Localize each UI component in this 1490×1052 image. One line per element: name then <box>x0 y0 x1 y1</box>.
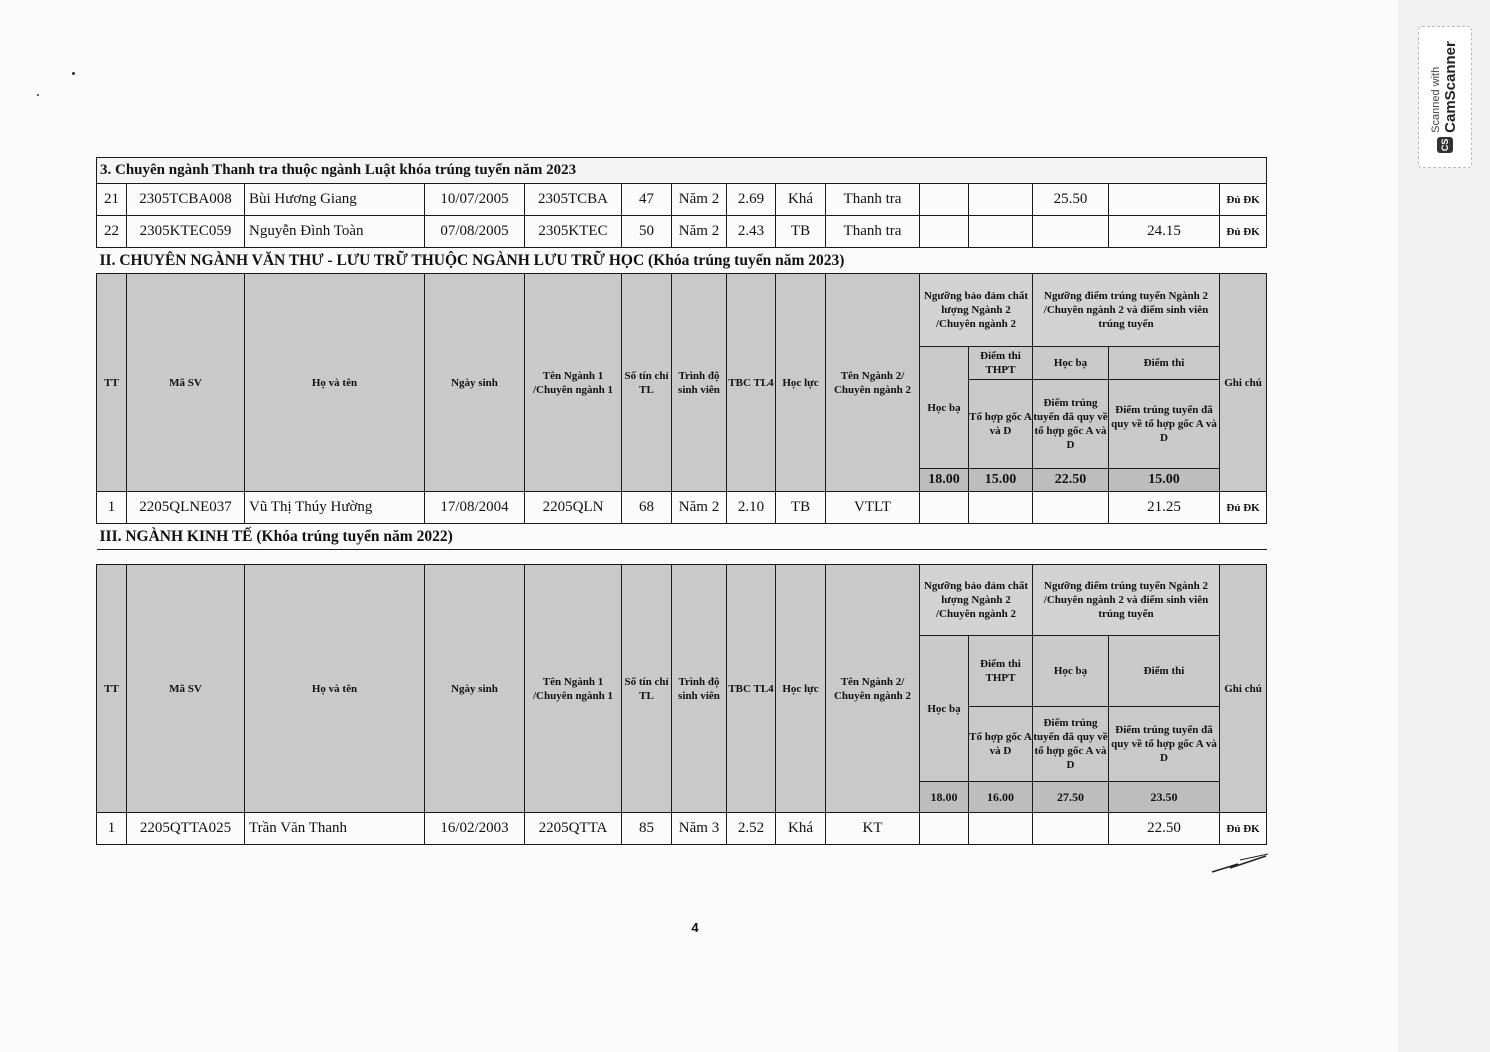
cell-nganh1: 2205QTTA <box>525 813 622 845</box>
spacer-row <box>97 550 1267 565</box>
header-tt: TT <box>97 565 127 813</box>
cell-diem-hoc-ba <box>1033 216 1109 248</box>
cell-diem-hoc-ba: 25.50 <box>1033 184 1109 216</box>
cell-ma-sv: 2205QLNE037 <box>127 492 245 524</box>
scanner-caption: Scanned with <box>1430 66 1443 133</box>
threshold-thpt: 16.00 <box>969 782 1033 813</box>
header-diem-trung-tuyen-hb: Điểm trúng tuyển đã quy về tổ hợp gốc A và D <box>1033 380 1109 469</box>
cell-ma-sv: 2205QTTA025 <box>127 813 245 845</box>
header-ho-ten: Họ và tên <box>245 565 425 813</box>
header-ngay-sinh: Ngày sinh <box>425 565 525 813</box>
cell-tbc: 2.10 <box>727 492 776 524</box>
cell-nganh1: 2305KTEC <box>525 216 622 248</box>
cell-diem-hoc-ba <box>1033 492 1109 524</box>
page-number: 4 <box>691 920 699 935</box>
camscanner-badge <box>1418 26 1472 168</box>
cell-nganh2: Thanh tra <box>826 216 920 248</box>
threshold-hoc-ba: 18.00 <box>920 782 969 813</box>
admission-table-sheet <box>96 157 1266 845</box>
camscanner-logo-icon: CS <box>1437 137 1453 153</box>
admission-table <box>96 157 1267 845</box>
cell-ho-ten: Bùi Hương Giang <box>245 184 425 216</box>
cell-trinh-do: Năm 2 <box>672 216 727 248</box>
threshold-hoc-ba-tt: 27.50 <box>1033 782 1109 813</box>
header-ma-sv: Mã SV <box>127 274 245 492</box>
cell-diem-thi <box>1109 184 1220 216</box>
scanner-brand: CamScanner <box>1441 41 1459 133</box>
section-title <box>97 158 1267 184</box>
header-diem-trung-tuyen-thi: Điểm trúng tuyển đã quy về tổ hợp gốc A và D <box>1109 380 1220 469</box>
scan-speck <box>37 94 39 96</box>
threshold-thi-tt: 23.50 <box>1109 782 1220 813</box>
header-to-hop-goc: Tổ hợp gốc A và D <box>969 380 1033 469</box>
header-tbc: TBC TL4 <box>727 565 776 813</box>
section3b-title: III. NGÀNH KINH TẾ (Khóa trúng tuyển năm 2022) <box>97 524 1267 550</box>
spacer-cell <box>97 550 1267 565</box>
cell-so-tin-chi: 68 <box>622 492 672 524</box>
cell-tt: 1 <box>97 813 127 845</box>
cell-so-tin-chi: 85 <box>622 813 672 845</box>
table-row <box>97 216 1267 248</box>
header-row <box>97 565 1267 636</box>
section-title <box>97 524 1267 550</box>
cell-hoc-ba <box>920 216 969 248</box>
cell-ho-ten: Vũ Thị Thúy Hường <box>245 492 425 524</box>
header-to-hop-goc: Tổ hợp gốc A và D <box>969 707 1033 782</box>
table-row <box>97 813 1267 845</box>
threshold-thi-tt: 15.00 <box>1109 469 1220 492</box>
cell-so-tin-chi: 50 <box>622 216 672 248</box>
cell-diem-thpt <box>969 184 1033 216</box>
header-ghi-chu: Ghi chú <box>1220 274 1267 492</box>
cell-tbc: 2.52 <box>727 813 776 845</box>
header-hoc-ba: Học bạ <box>920 347 969 469</box>
cell-nganh2: KT <box>826 813 920 845</box>
cell-diem-thi: 21.25 <box>1109 492 1220 524</box>
header-trinh-do: Trình độ sinh viên <box>672 274 727 492</box>
header-ma-sv: Mã SV <box>127 565 245 813</box>
header-hoc-ba: Học bạ <box>920 636 969 782</box>
cell-nganh2: VTLT <box>826 492 920 524</box>
header-trinh-do: Trình độ sinh viên <box>672 565 727 813</box>
cell-tbc: 2.69 <box>727 184 776 216</box>
header-hoc-luc: Học lực <box>776 274 826 492</box>
cell-ngay-sinh: 16/02/2003 <box>425 813 525 845</box>
header-ho-ten: Họ và tên <box>245 274 425 492</box>
cell-hoc-luc: TB <box>776 492 826 524</box>
section3-title: 3. Chuyên ngành Thanh tra thuộc ngành Luật khóa trúng tuyển năm 2023 <box>97 158 1267 184</box>
cell-ghi-chu: Đủ ĐK <box>1220 216 1267 248</box>
scan-speck <box>72 72 75 75</box>
header-nguong-trung-tuyen: Ngưỡng điểm trúng tuyển Ngành 2 /Chuyên ngành 2 và điểm sinh viên trúng tuyển <box>1033 565 1220 636</box>
cell-diem-thi: 24.15 <box>1109 216 1220 248</box>
cell-ho-ten: Trần Văn Thanh <box>245 813 425 845</box>
table-row <box>97 492 1267 524</box>
cell-ngay-sinh: 17/08/2004 <box>425 492 525 524</box>
cell-diem-hoc-ba <box>1033 813 1109 845</box>
header-nguong-trung-tuyen: Ngưỡng điểm trúng tuyển Ngành 2 /Chuyên ngành 2 và điểm sinh viên trúng tuyển <box>1033 274 1220 347</box>
cell-ghi-chu: Đủ ĐK <box>1220 492 1267 524</box>
threshold-hoc-ba-tt: 22.50 <box>1033 469 1109 492</box>
threshold-thpt: 15.00 <box>969 469 1033 492</box>
header-nguong-bao-dam: Ngưỡng bảo đảm chất lượng Ngành 2 /Chuyên ngành 2 <box>920 274 1033 347</box>
cell-trinh-do: Năm 2 <box>672 184 727 216</box>
cell-ghi-chu: Đủ ĐK <box>1220 813 1267 845</box>
header-nguong-bao-dam: Ngưỡng bảo đảm chất lượng Ngành 2 /Chuyên ngành 2 <box>920 565 1033 636</box>
section2-title: II. CHUYÊN NGÀNH VĂN THƯ - LƯU TRỮ THUỘC NGÀNH LƯU TRỮ HỌC (Khóa trúng tuyển năm 2023) <box>97 248 1267 274</box>
cell-tt: 1 <box>97 492 127 524</box>
header-diem-trung-tuyen-thi: Điểm trúng tuyển đã quy về tổ hợp gốc A và D <box>1109 707 1220 782</box>
header-diem-thi: Điểm thi <box>1109 636 1220 707</box>
cell-trinh-do: Năm 2 <box>672 492 727 524</box>
header-nganh1: Tên Ngành 1 /Chuyên ngành 1 <box>525 565 622 813</box>
cell-ghi-chu: Đủ ĐK <box>1220 184 1267 216</box>
cell-hoc-luc: TB <box>776 216 826 248</box>
section-title <box>97 248 1267 274</box>
header-diem-thi-thpt: Điểm thi THPT <box>969 347 1033 380</box>
cell-nganh2: Thanh tra <box>826 184 920 216</box>
cell-ma-sv: 2305KTEC059 <box>127 216 245 248</box>
header-nganh2: Tên Ngành 2/ Chuyên ngành 2 <box>826 274 920 492</box>
header-hoc-ba-2: Học bạ <box>1033 636 1109 707</box>
cell-ngay-sinh: 10/07/2005 <box>425 184 525 216</box>
cell-nganh1: 2205QLN <box>525 492 622 524</box>
header-row <box>97 274 1267 347</box>
cell-diem-thpt <box>969 216 1033 248</box>
cell-hoc-luc: Khá <box>776 813 826 845</box>
header-tbc: TBC TL4 <box>727 274 776 492</box>
cell-so-tin-chi: 47 <box>622 184 672 216</box>
initials-signature <box>1210 852 1270 876</box>
cell-ma-sv: 2305TCBA008 <box>127 184 245 216</box>
cell-hoc-ba <box>920 813 969 845</box>
cell-hoc-ba <box>920 184 969 216</box>
table-row <box>97 184 1267 216</box>
cell-tt: 21 <box>97 184 127 216</box>
header-so-tin-chi: Số tín chỉ TL <box>622 274 672 492</box>
header-hoc-ba-2: Học bạ <box>1033 347 1109 380</box>
cell-ho-ten: Nguyễn Đình Toàn <box>245 216 425 248</box>
header-nganh1: Tên Ngành 1 /Chuyên ngành 1 <box>525 274 622 492</box>
cell-tbc: 2.43 <box>727 216 776 248</box>
cell-ngay-sinh: 07/08/2005 <box>425 216 525 248</box>
header-diem-trung-tuyen-hb: Điểm trúng tuyển đã quy về tổ hợp gốc A và D <box>1033 707 1109 782</box>
cell-diem-thpt <box>969 813 1033 845</box>
header-diem-thi: Điểm thi <box>1109 347 1220 380</box>
header-ngay-sinh: Ngày sinh <box>425 274 525 492</box>
cell-hoc-luc: Khá <box>776 184 826 216</box>
cell-nganh1: 2305TCBA <box>525 184 622 216</box>
header-hoc-luc: Học lực <box>776 565 826 813</box>
cell-tt: 22 <box>97 216 127 248</box>
header-tt: TT <box>97 274 127 492</box>
header-so-tin-chi: Số tín chỉ TL <box>622 565 672 813</box>
header-ghi-chu: Ghi chú <box>1220 565 1267 813</box>
cell-trinh-do: Năm 3 <box>672 813 727 845</box>
cell-diem-thpt <box>969 492 1033 524</box>
threshold-hoc-ba: 18.00 <box>920 469 969 492</box>
cell-hoc-ba <box>920 492 969 524</box>
header-diem-thi-thpt: Điểm thi THPT <box>969 636 1033 707</box>
cell-diem-thi: 22.50 <box>1109 813 1220 845</box>
header-nganh2: Tên Ngành 2/ Chuyên ngành 2 <box>826 565 920 813</box>
